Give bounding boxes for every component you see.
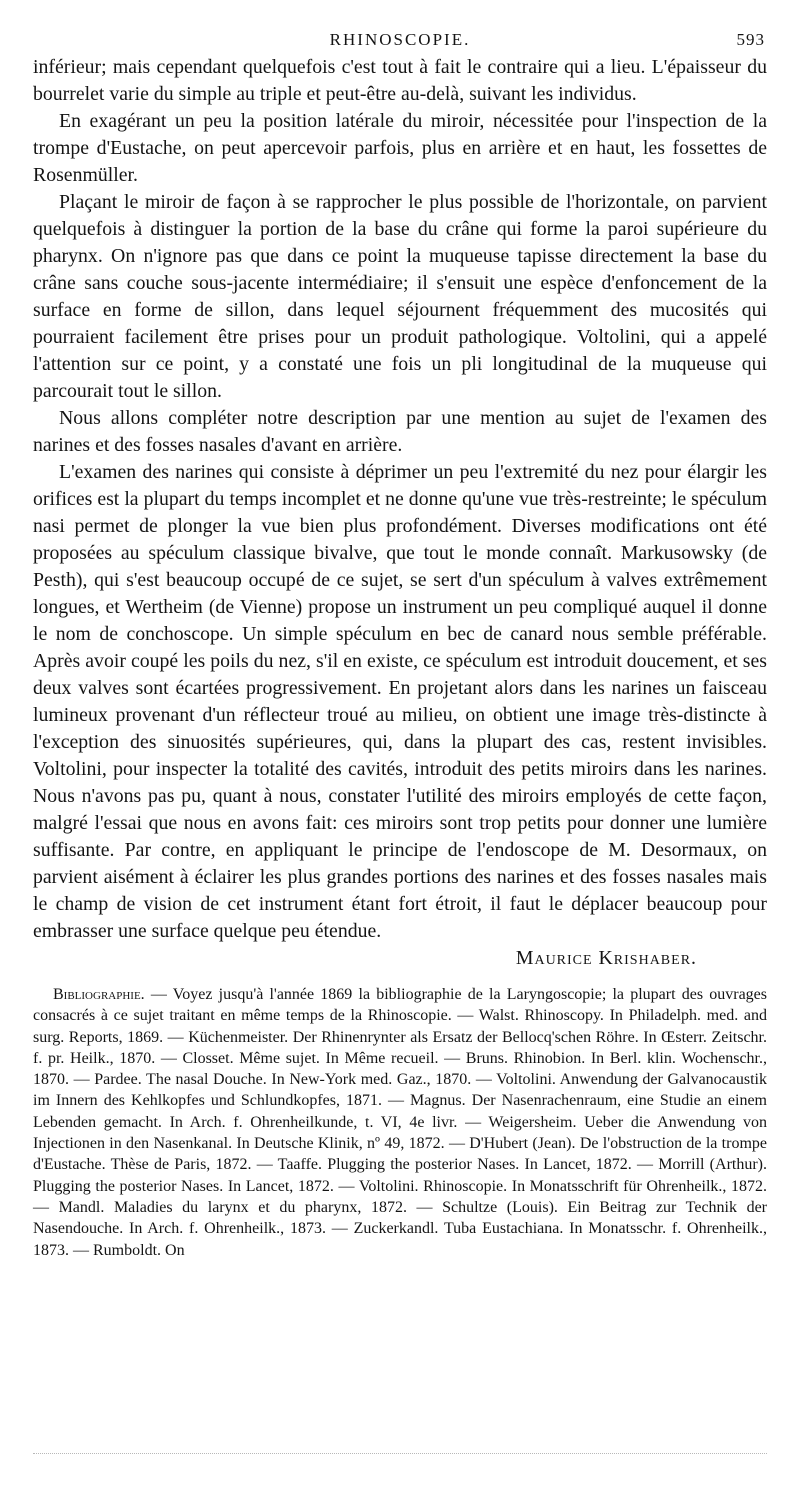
paragraph-3: Plaçant le miroir de façon à se rapprocher le plus possible de l'horizontale, on parvient quelquefois à distinguer la portion de la base du crâne qui forme la paroi supérieure du pharynx. On n'ignore pas que dans ce point la muqueuse tapisse directement la base du crâne sans couche sous-jacente intermédiaire; il s'ensuit une espèce d'enfoncement de la surface en forme de sillon, dans lequel séjournent fréquemment des mucosités qui pourraient facilement être prises pour un produit pathologique. Voltolini, qui a appelé l'attention sur ce point, y a constaté une fois un pli longitudinal de la muqueuse qui parcourait tout le sillon. — [33, 191, 767, 402]
bibliography-label: Bibliographie. — [53, 986, 145, 1003]
main-text — [33, 54, 767, 972]
running-title: RHINOSCOPIE. — [329, 30, 471, 49]
bottom-rule — [33, 1453, 767, 1454]
bibliography-text: — Voyez jusqu'à l'année 1869 la bibliographie de la Laryngoscopie; la plupart des ouvrages consacrés à ce sujet traitant en même temps de la Rhinoscopie. — Walst. Rhinoscopy. In Philadelph. med. and surg. Reports, 1869. — Küchenmeister. Der Rhinenrynter als Ersatz der Bellocq'schen Röhre. In Œsterr. Zeitschr. f. pr. Heilk., 1870. — Closset. Même sujet. In Même recueil. — Bruns. Rhinobion. In Berl. klin. Wochenschr., 1870. — Pardee. The nasal Douche. In New-York med. Gaz., 1870. — Voltolini. Anwendung der Galvanocaustik im Innern des Kehlkopfes und Schlundkopfes, 1871. — Magnus. Der Nasenrachenraum, eine Studie an einem Lebenden gemacht. In Arch. f. Ohrenheilkunde, t. VI, 4e livr. — Weigersheim. Ueber die Anwendung von Injectionen in den Nasenkanal. In Deutsche Klinik, nº 49, 1872. — D'Hubert (Jean). De l'obstruction de la trompe d'Eustache. Thèse de Paris, 1872. — Taaffe. Plugging the posterior Nases. In Lancet, 1872. — Morrill (Arthur). Plugging the posterior Nases. In Lancet, 1872. — Voltolini. Rhinoscopie. In Monatsschrift für Ohrenheilk., 1872. — Mandl. Maladies du larynx et du pharynx, 1872. — Schultze (Louis). Ein Beitrag zur Technik der Nasendouche. In Arch. f. Ohrenheilk., 1873. — Zuckerkandl. Tuba Eustachiana. In Monatsschr. f. Ohrenheilk., 1873. — Rumboldt. On — [33, 986, 767, 1259]
paragraph-2: En exagérant un peu la position latérale du miroir, nécessitée pour l'inspection de la trompe d'Eustache, on peut apercevoir parfois, plus en arrière et en haut, les fossettes de Rosenmüller. — [33, 110, 767, 186]
author-line — [33, 945, 767, 972]
paragraph-4: Nous allons compléter notre description par une mention au sujet de l'examen des narines et des fosses nasales d'avant en arrière. — [33, 407, 767, 456]
paragraph-1: inférieur; mais cependant quelquefois c'est tout à fait le contraire qui a lieu. L'épaisseur du bourrelet varie du simple au triple et peut-être au-delà, suivant les individus. — [33, 56, 767, 105]
bibliography — [33, 984, 767, 1261]
page-number: 593 — [736, 30, 765, 49]
running-header — [33, 30, 767, 54]
document-page — [33, 30, 767, 1261]
paragraph-5: L'examen des narines qui consiste à déprimer un peu l'extremité du nez pour élargir les orifices est la plupart du temps incomplet et ne donne qu'une vue très-restreinte; le spéculum nasi permet de plonger la vue bien plus profondément. Diverses modifications ont été proposées au spéculum classique bivalve, que tout le monde connaît. Markusowsky (de Pesth), qui s'est beaucoup occupé de ce sujet, se sert d'un spéculum à valves extrêmement longues, et Wertheim (de Vienne) propose un instrument un peu compliqué auquel il donne le nom de conchoscope. Un simple spéculum en bec de canard nous semble préférable. Après avoir coupé les poils du nez, s'il en existe, ce spéculum est introduit doucement, et ses deux valves sont écartées progressivement. En projetant alors dans les narines un faisceau lumineux provenant d'un réflecteur troué au milieu, on obtient une image très-distincte à l'exception des sinuosités supérieures, qui, dans la plupart des cas, restent invisibles. Voltolini, pour inspecter la totalité des cavités, introduit des petits miroirs dans les narines. Nous n'avons pas pu, quant à nous, constater l'utilité des miroirs employés de cette façon, malgré l'essai que nous en avons fait: ces miroirs sont trop petits pour donner une lumière suffisante. Par contre, en appliquant le principe de l'endoscope de M. Desormaux, on parvient aisément à éclairer les plus grandes portions des narines et des fosses nasales mais le champ de vision de cet instrument étant fort étroit, il faut le déplacer beaucoup pour embrasser une surface quelque peu étendue. — [33, 461, 767, 942]
author-signature: Maurice Krishaber. — [515, 947, 697, 969]
